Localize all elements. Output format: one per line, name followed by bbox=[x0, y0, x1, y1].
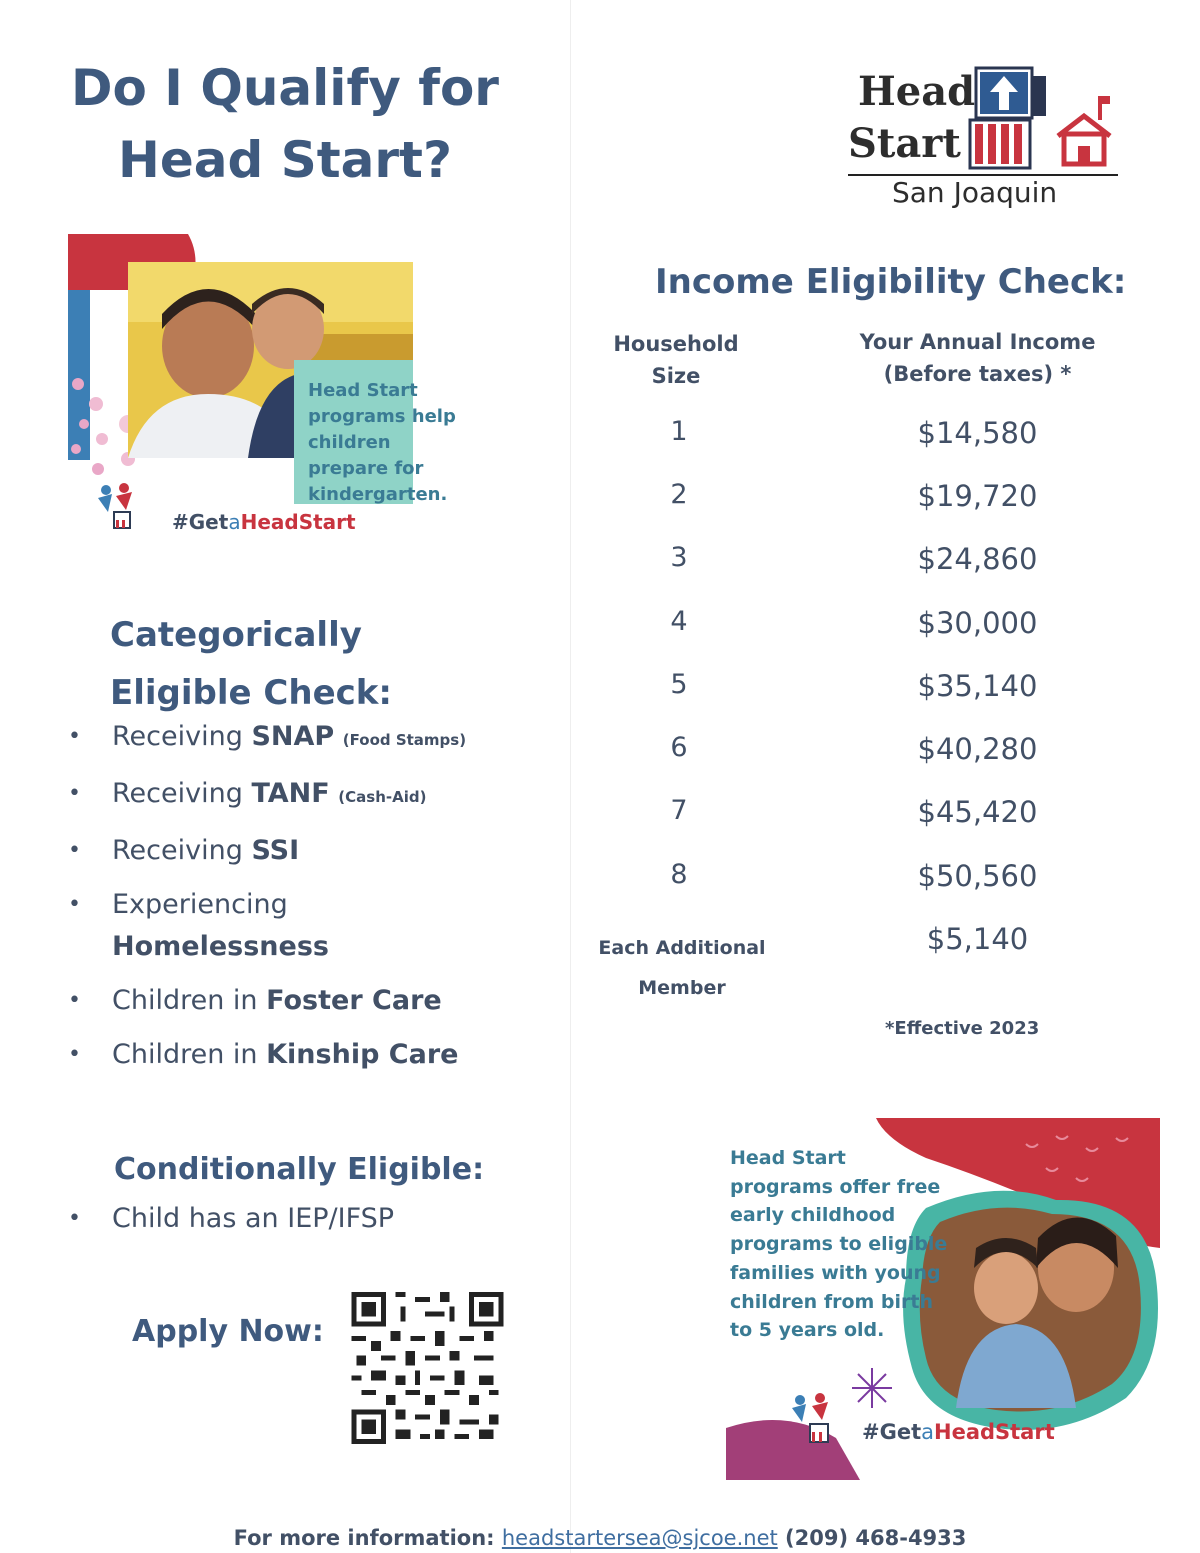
table-row bbox=[590, 795, 1150, 855]
income-cell: $19,720 bbox=[917, 479, 1038, 513]
table-row bbox=[590, 542, 1150, 602]
hashtag-prefix: #Get bbox=[862, 1420, 922, 1444]
table-row bbox=[590, 416, 1150, 476]
household-size-cell: 1 bbox=[670, 416, 688, 447]
list-item: • Receiving SSI bbox=[68, 830, 548, 872]
categorical-list bbox=[68, 716, 548, 1088]
table-row bbox=[590, 606, 1150, 666]
footer-email-link[interactable]: headstartersea@sjcoe.net bbox=[501, 1526, 778, 1550]
conditional-heading: Conditionally Eligible: bbox=[114, 1152, 485, 1187]
conditional-list bbox=[68, 1198, 548, 1252]
footer-contact bbox=[0, 1526, 1200, 1550]
household-size-cell: 4 bbox=[670, 606, 688, 637]
hashtag-suffix: HeadStart bbox=[934, 1420, 1055, 1444]
effective-note: *Effective 2023 bbox=[885, 1018, 1040, 1039]
household-size-cell: 8 bbox=[670, 859, 688, 890]
household-size-cell: 5 bbox=[670, 669, 688, 700]
footer-label: For more information: bbox=[233, 1526, 495, 1550]
list-item: • Children in Kinship Care bbox=[68, 1034, 548, 1076]
categorical-heading: Categorically Eligible Check: bbox=[110, 615, 392, 713]
hero-hashtag bbox=[172, 510, 356, 534]
list-item: • Receiving TANF (Cash-Aid) bbox=[68, 773, 548, 818]
hashtag-suffix: HeadStart bbox=[240, 510, 356, 534]
head-start-logo bbox=[848, 62, 1124, 212]
qr-code-image bbox=[350, 1292, 505, 1444]
column-header-household-size: Household Size bbox=[613, 332, 739, 388]
hero-caption: Head Start programs help children prepare for kindergarten. bbox=[308, 380, 456, 505]
household-size-cell: 2 bbox=[670, 479, 688, 510]
each-additional-label: Each Additional Member bbox=[598, 937, 766, 999]
footer-phone: (209) 468-4933 bbox=[785, 1526, 967, 1550]
income-cell: $35,140 bbox=[917, 669, 1038, 703]
hero-photo-card bbox=[68, 234, 456, 534]
logo-line-start: Start bbox=[848, 120, 961, 167]
household-size-cell: 7 bbox=[670, 795, 688, 826]
table-row bbox=[590, 859, 1150, 919]
list-item: • Experiencing Homelessness bbox=[68, 884, 548, 968]
list-item: • Child has an IEP/IFSP bbox=[68, 1198, 548, 1240]
household-size-cell: 6 bbox=[670, 732, 688, 763]
income-cell: $50,560 bbox=[917, 859, 1038, 893]
additional-income-cell: $5,140 bbox=[926, 922, 1029, 956]
apply-now-label: Apply Now: bbox=[132, 1314, 324, 1349]
table-row bbox=[590, 732, 1150, 792]
logo-subtitle: San Joaquin bbox=[892, 176, 1058, 209]
table-row bbox=[590, 669, 1150, 729]
income-cell: $14,580 bbox=[917, 416, 1038, 450]
logo-blocks-icon bbox=[966, 62, 1126, 172]
column-header-annual-income: Your Annual Income (Before taxes) * bbox=[859, 330, 1096, 386]
qr-code[interactable] bbox=[350, 1292, 505, 1444]
logo-line-head: Head bbox=[858, 68, 976, 115]
page-title: Do I Qualify for Head Start? bbox=[71, 59, 499, 189]
income-cell: $24,860 bbox=[917, 542, 1038, 576]
promo-hashtag bbox=[862, 1420, 1055, 1444]
hashtag-a: a bbox=[921, 1420, 934, 1444]
table-row bbox=[590, 479, 1150, 539]
list-item: • Children in Foster Care bbox=[68, 980, 548, 1022]
income-cell: $45,420 bbox=[917, 795, 1038, 829]
household-size-cell: 3 bbox=[670, 542, 688, 573]
table-row bbox=[590, 922, 1150, 982]
hashtag-a: a bbox=[228, 510, 241, 534]
promo-text: Head Start programs offer free early childhood programs to eligible families with young children from birth to 5 years old. bbox=[730, 1147, 948, 1342]
page-fold bbox=[570, 0, 571, 1553]
list-item: • Receiving SNAP (Food Stamps) bbox=[68, 716, 548, 761]
income-cell: $30,000 bbox=[917, 606, 1038, 640]
income-heading: Income Eligibility Check: bbox=[655, 262, 1127, 302]
hashtag-prefix: #Get bbox=[172, 510, 229, 534]
income-cell: $40,280 bbox=[917, 732, 1038, 766]
